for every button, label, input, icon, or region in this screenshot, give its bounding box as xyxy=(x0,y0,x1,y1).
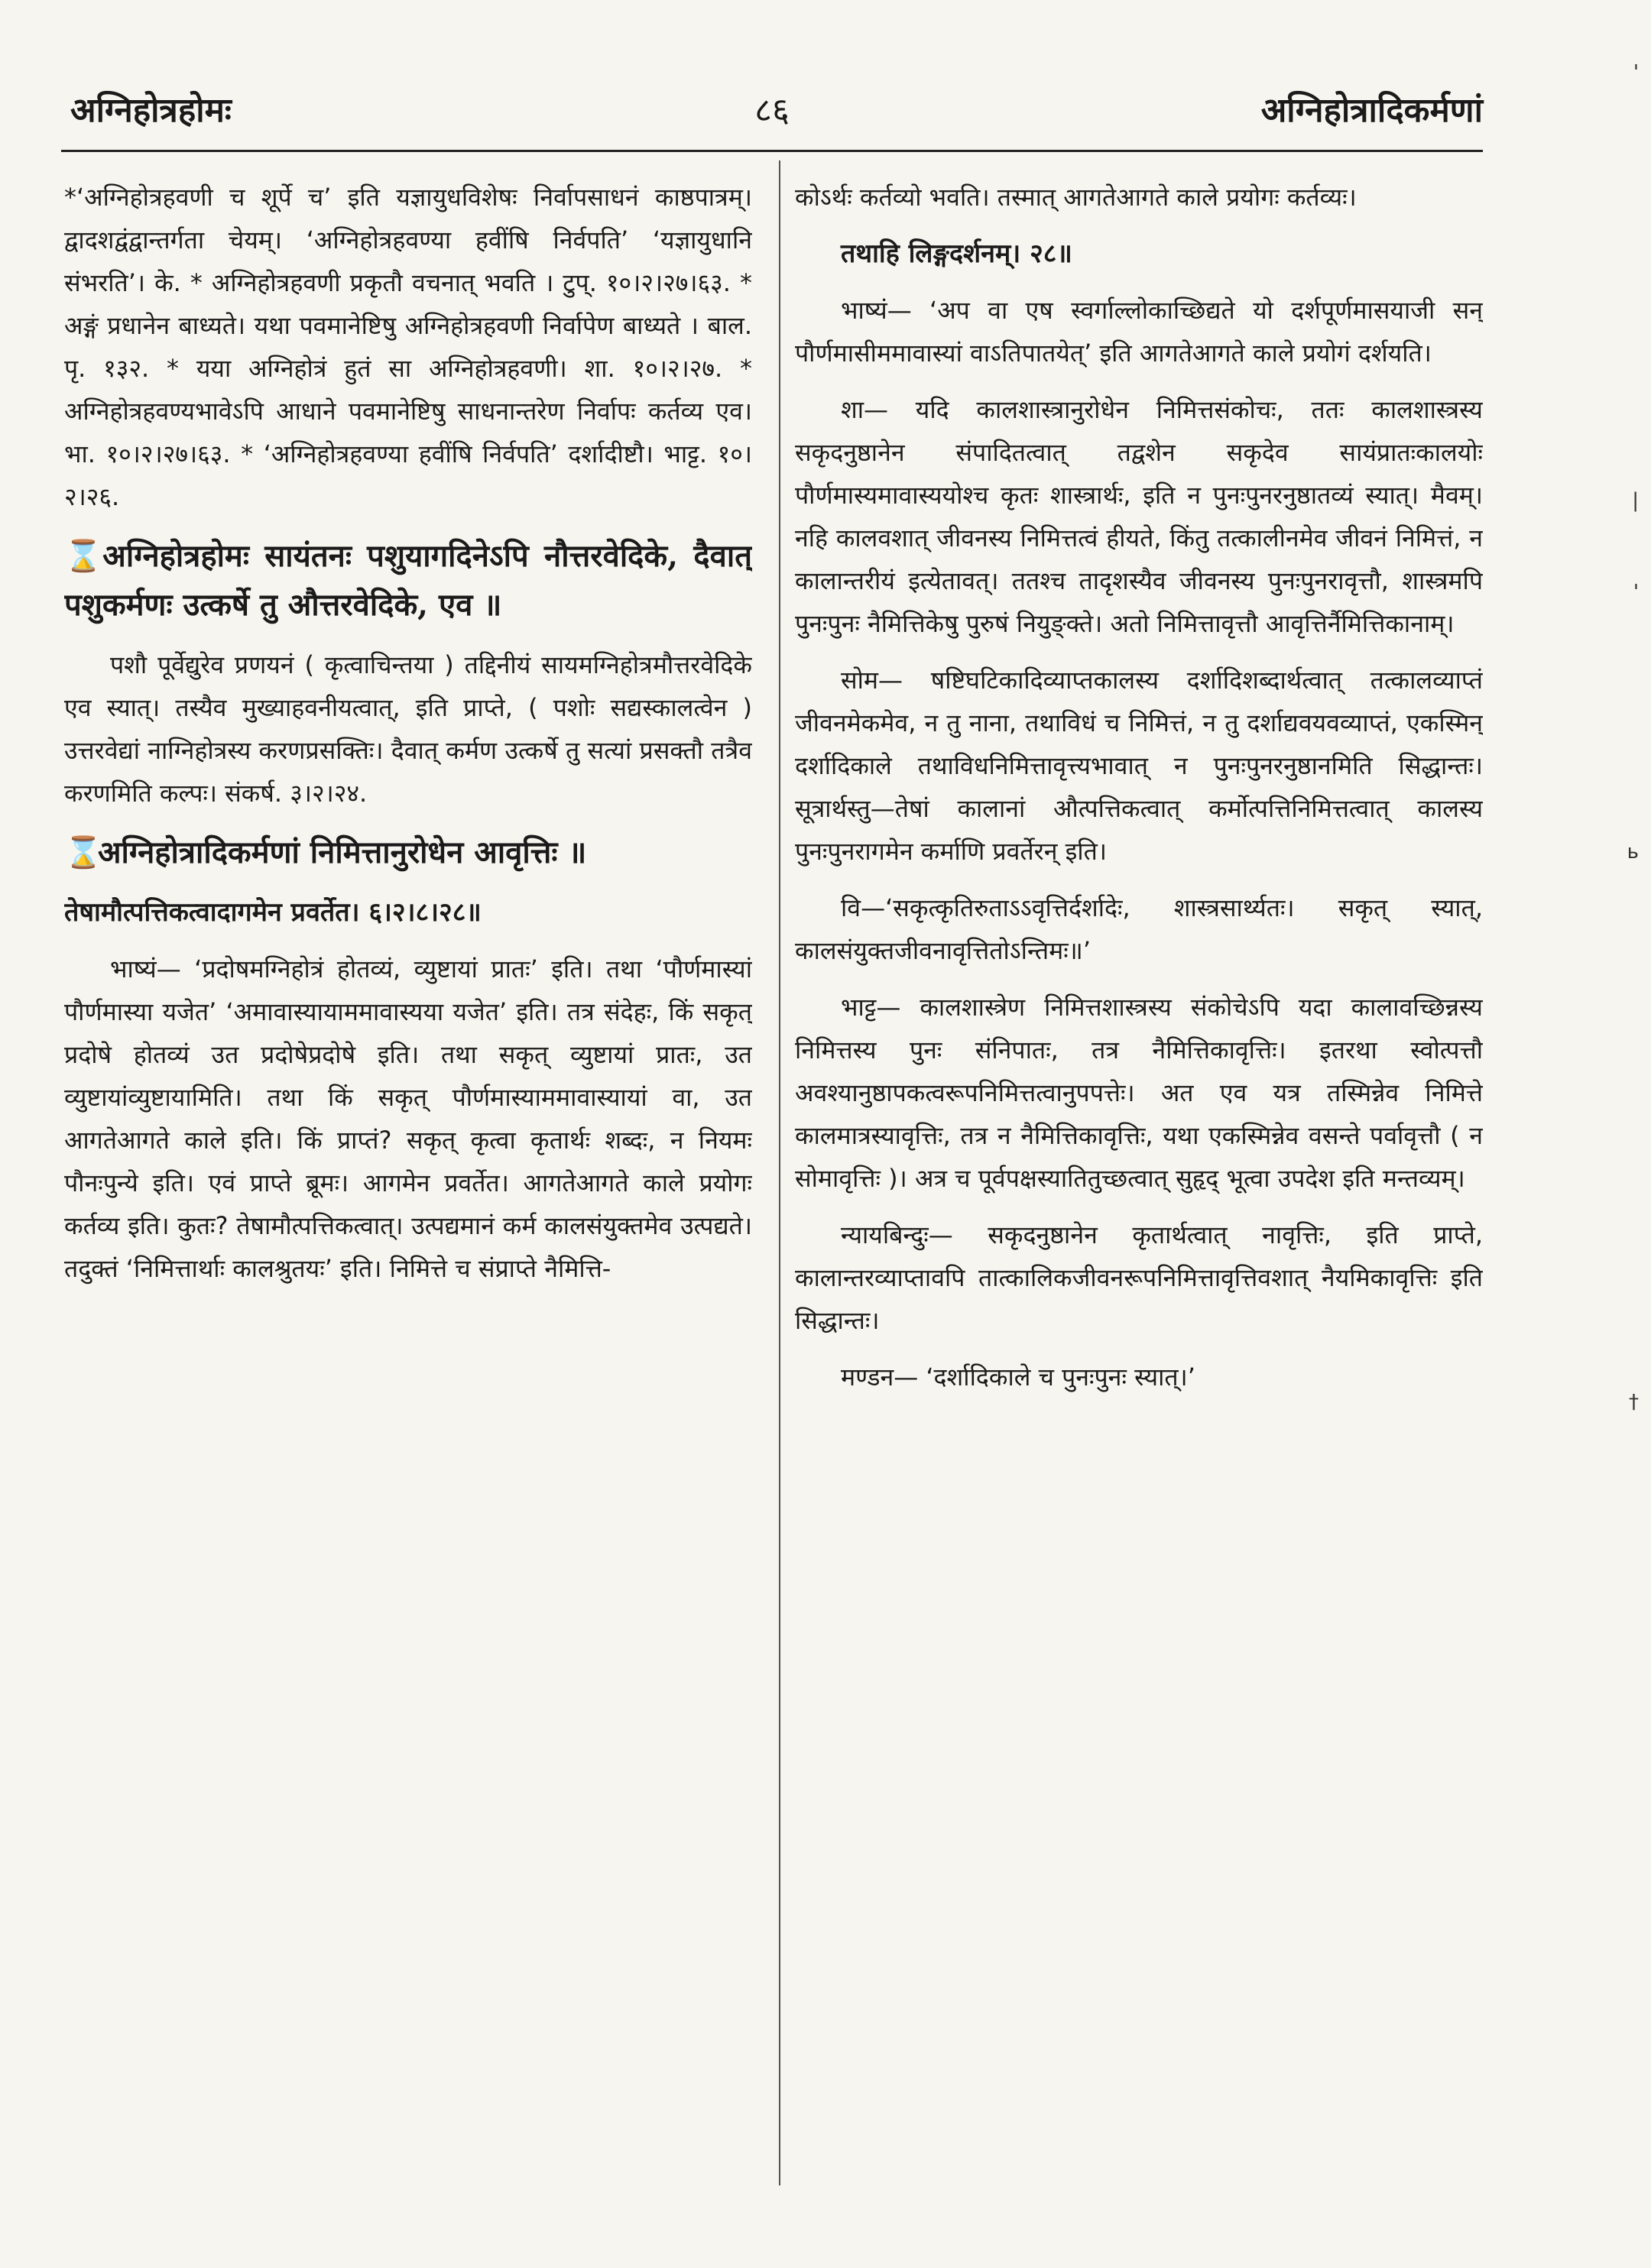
commentary-paragraph: न्यायबिन्दुः— सकृदनुष्ठानेन कृतार्थत्वात् नावृत्तिः, इति प्राप्ते, कालान्तरव्याप्तावपि तात्कालिकजीवनरूपनिमित्तावृत्तिवशात् नैयमिकावृत्तिः इति सिद्धान्तः। xyxy=(795,1220,1483,1335)
right-column xyxy=(795,176,1483,2193)
commentary-paragraph: मण्डन— ‘दर्शादिकाले च पुनःपुनः स्यात्।’ xyxy=(841,1362,1195,1392)
sutra-text: तथाहि लिङ्गदर्शनम्। २८॥ xyxy=(841,238,1072,269)
column-divider xyxy=(779,160,780,2185)
edge-mark: | xyxy=(1632,489,1639,512)
page-number: ८६ xyxy=(754,91,790,130)
hourglass-icon: ⌛ xyxy=(64,834,102,870)
commentary-paragraph: भाट्ट— कालशास्त्रेण निमित्तशास्त्रस्य संकोचेऽपि यदा कालावच्छिन्नस्य निमित्तस्य पुनः संनिपातः, तत्र नैमित्तिकावृत्तिः। इतरथा स्वोत्पत्तौ अवश्यानुष्ठापकत्वरूपनिमित्तत्वानुपपत्तेः। अत एव यत्र तस्मिन्नेव निमित्ते कालमात्रस्यावृत्तिः, तत्र न नैमित्तिकावृत्तिः, यथा एकस्मिन्नेव वसन्ते पर्वावृत्तौ ( न सोमावृत्तिः )। अत्र च पूर्वपक्षस्यातितुच्छत्वात् सुहृद् भूत्वा उपदेश इति मन्तव्यम्। xyxy=(795,993,1483,1193)
page-header xyxy=(61,76,1483,138)
edge-mark: ' xyxy=(1633,61,1639,84)
body-paragraph: कोऽर्थः कर्तव्यो भवति। तस्मात् आगतेआगते काले प्रयोगः कर्तव्यः। xyxy=(795,183,1357,212)
verse-paragraph: वि—‘सकृत्कृतिरुताऽऽवृत्तिर्दर्शादेः, शास्त्रसार्थ्यतः। सकृत् स्यात्, कालसंयुक्तजीवनावृत्तितोऽन्तिमः॥’ xyxy=(795,893,1483,965)
running-title-left: अग्निहोत्रहोमः xyxy=(70,91,232,130)
commentary-paragraph: सोम— षष्टिघटिकादिव्याप्तकालस्य दर्शादिशब्दार्थत्वात् तत्कालव्याप्तं जीवनमेकमेव, न तु नाना, तथाविधं च निमित्तं, न तु दर्शाद्यवयवव्याप्तं, एकस्मिन् दर्शादिकाले तथाविधनिमित्तावृत्त्यभावात् न पुनःपुनरनुष्ठानमिति सिद्धान्तः। सूत्रार्थस्तु—तेषां कालानां औत्पत्तिकत्वात् कर्मोत्पत्तिनिमित्तत्वात् कालस्य पुनःपुनरागमेन कर्माणि प्रवर्तेरन् इति। xyxy=(795,666,1483,866)
hourglass-icon: ⌛ xyxy=(64,538,102,574)
section-heading-text: अग्निहोत्रादिकर्मणां निमित्तानुरोधेन आवृत्तिः ॥ xyxy=(97,834,587,870)
edge-mark: ' xyxy=(1633,581,1639,604)
left-column xyxy=(64,176,752,2193)
bhashya-paragraph: भाष्यं— ‘अप वा एष स्वर्गाल्लोकाच्छिद्यते यो दर्शपूर्णमासयाजी सन् पौर्णमासीममावास्यां वाऽतिपातयेत्’ इति आगतेआगते काले प्रयोगं दर्शयति। xyxy=(795,296,1483,368)
section-heading-avritti xyxy=(64,828,752,877)
commentary-paragraph: शा— यदि कालशास्त्रानुरोधेन निमित्तसंकोचः, ततः कालशास्त्रस्य सकृदनुष्ठानेन संपादितत्वात् तद्वशेन सकृदेव सायंप्रातःकालयोः पौर्णमास्यमावास्ययोश्च कृतः शास्त्रार्थः, इति न पुनःपुनरनुष्ठातव्यं स्यात्। मैवम्। नहि कालवशात् जीवनस्य निमित्तत्वं हीयते, किंतु तत्कालीनमेव जीवनं निमित्तं, न कालान्तरीयं इत्येतावत्। ततश्च तादृशस्यैव जीवनस्य पुनःपुनरावृत्तौ, शास्त्रमपि पुनःपुनः नैमित्तिकेषु पुरुषं नियुङ्क्ते। अतो निमित्तावृत्तौ आवृत्तिर्नैमित्तिकानाम्। xyxy=(795,395,1483,638)
body-paragraph: पशौ पूर्वेद्युरेव प्रणयनं ( कृत्वाचिन्तया ) तद्दिनीयं सायमग्निहोत्रमौत्तरवेदिके एव स्यात्। तस्यैव मुख्याहवनीयत्वात्, इति प्राप्ते, ( पशोः सद्यस्कालत्वेन ) उत्तरवेद्यां नाग्निहोत्रस्य करणप्रसक्तिः। दैवात् कर्मण उत्कर्षे तु सत्यां प्रसक्तौ तत्रैव करणमिति कल्पः। संकर्ष. ३।२।२४. xyxy=(64,650,752,808)
sutra-text: तेषामौत्पत्तिकत्वादागमेन प्रवर्तेत। ६।२।८।२८॥ xyxy=(64,897,482,928)
section-heading-homa xyxy=(64,532,752,630)
edge-mark: † xyxy=(1629,1391,1639,1414)
footnote-paragraph: *‘अग्निहोत्रहवणी च शूर्पे च’ इति यज्ञायुधविशेषः निर्वापसाधनं काष्ठपात्रम्। द्वादशद्वंद्वान्तर्गता चेयम्। ‘अग्निहोत्रहवण्या हवींषि निर्वपति’ ‘यज्ञायुधानि संभरति’। के. * अग्निहोत्रहवणी प्रकृतौ वचनात् भवति । टुप्. १०।२।२७।६३. * अङ्गं प्रधानेन बाध्यते। यथा पवमानेष्टिषु अग्निहोत्रहवणी निर्वापेण बाध्यते । बाल. पृ. १३२. * यया अग्निहोत्रं हुतं सा अग्निहोत्रहवणी। शा. १०।२।२७. * अग्निहोत्रहवण्यभावेऽपि आधाने पवमानेष्टिषु साधनान्तरेण निर्वापः कर्तव्य एव। भा. १०।२।२७।६३. * ‘अग्निहोत्रहवण्या हवींषि निर्वपति’ दर्शादीष्टौ। भाट्ट. १०।२।२६. xyxy=(64,183,752,511)
running-title-right: अग्निहोत्रादिकर्मणां xyxy=(1260,91,1483,130)
header-rule xyxy=(61,150,1483,152)
section-heading-text: अग्निहोत्रहोमः सायंतनः पशुयागदिनेऽपि नौत्तरवेदिके, दैवात् पशुकर्मणः उत्कर्षे तु औत्तरवेदिके, एव ॥ xyxy=(64,538,752,623)
bhashya-paragraph: भाष्यं— ‘प्रदोषमग्निहोत्रं होतव्यं, व्युष्टायां प्रातः’ इति। तथा ‘पौर्णमास्यां पौर्णमास्या यजेत’ ‘अमावास्यायाममावास्यया यजेत’ इति। तत्र संदेहः, किं सकृत् प्रदोषे होतव्यं उत प्रदोषेप्रदोषे इति। तथा सकृत् व्युष्टायां प्रातः, उत व्युष्टायांव्युष्टायामिति। तथा किं सकृत् पौर्णमास्याममावास्यायां वा, उत आगतेआगते काले इति। किं प्राप्तं? सकृत् कृत्वा कृतार्थः शब्दः, न नियमः पौनःपुन्ये इति। एवं प्राप्ते ब्रूमः। आगमेन प्रवर्तेत। आगतेआगते काले प्रयोगः कर्तव्य इति। कुतः? तेषामौत्पत्तिकत्वात्। उत्पद्यमानं कर्म कालसंयुक्तमेव उत्पद्यते। तदुक्तं ‘निमित्तार्थाः कालश्रुतयः’ इति। निमित्ते च संप्राप्ते नैमित्ति- xyxy=(64,954,752,1283)
edge-mark: ь xyxy=(1627,841,1639,863)
